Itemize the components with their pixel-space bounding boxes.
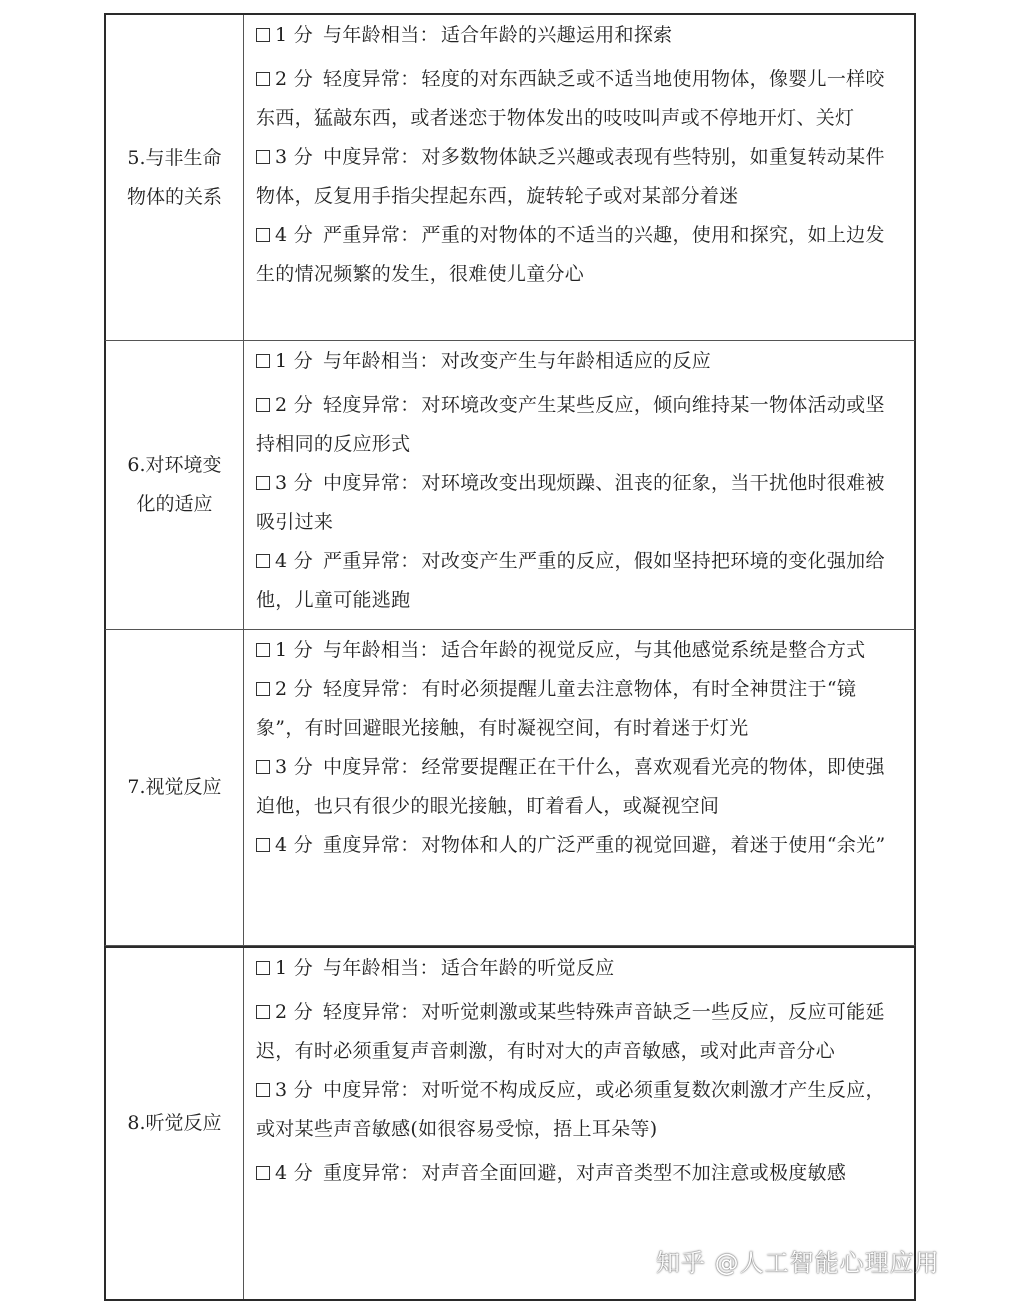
checkbox-icon[interactable] <box>256 1005 270 1019</box>
option-text: 对改变产生与年龄相适应的反应 <box>440 350 712 372</box>
item-label-cell <box>106 948 244 1299</box>
checkbox-icon[interactable] <box>256 682 270 696</box>
checkbox-icon[interactable] <box>256 760 270 774</box>
option-score: 1 分 <box>275 639 314 661</box>
option-level: 与年龄相当： <box>323 957 439 979</box>
option-level: 与年龄相当： <box>323 24 439 46</box>
item-label-cell <box>106 630 244 945</box>
item-label: 8.听觉反应 <box>127 1112 222 1134</box>
option-text: 严重的对物体的不适当的兴趣，使用和探究，如上边发生的情况频繁的发生，很难使儿童分心 <box>256 224 885 285</box>
option-3 <box>256 138 904 216</box>
option-1 <box>256 949 904 988</box>
option-text: 轻度的对东西缺乏或不适当地使用物体，像婴儿一样咬东西，猛敲东西，或者迷恋于物体发出的吱吱叫声或不停地开灯、关灯 <box>256 68 885 129</box>
option-level: 与年龄相当： <box>323 639 439 661</box>
option-score: 3 分 <box>275 1079 314 1101</box>
checkbox-icon[interactable] <box>256 1083 270 1097</box>
option-4 <box>256 542 904 620</box>
option-3 <box>256 748 904 826</box>
option-level: 中度异常： <box>323 472 420 494</box>
item-label-cell <box>106 15 244 340</box>
option-score: 4 分 <box>275 224 314 246</box>
checkbox-icon[interactable] <box>256 554 270 568</box>
option-text: 适合年龄的兴趣运用和探索 <box>440 24 673 46</box>
option-level: 中度异常： <box>323 756 420 778</box>
checkbox-icon[interactable] <box>256 398 270 412</box>
option-score: 4 分 <box>275 550 314 572</box>
option-level: 轻度异常： <box>323 394 420 416</box>
table-row-item-5 <box>104 13 916 341</box>
option-level: 中度异常： <box>323 146 420 168</box>
item-label: 7.视觉反应 <box>127 776 222 798</box>
option-level: 轻度异常： <box>323 68 420 90</box>
item-label: 5.与非生命物体的关系 <box>126 146 222 208</box>
option-score: 2 分 <box>275 68 314 90</box>
checkbox-icon[interactable] <box>256 228 270 242</box>
option-text: 对听觉刺激或某些特殊声音缺乏一些反应，反应可能延迟，有时必须重复声音刺激，有时对大的声音敏感，或对此声音分心 <box>256 1001 885 1062</box>
table-row-item-6 <box>104 341 916 630</box>
option-level: 轻度异常： <box>323 678 420 700</box>
checkbox-icon[interactable] <box>256 476 270 490</box>
option-1 <box>256 342 904 381</box>
option-score: 3 分 <box>275 756 314 778</box>
options-cell <box>244 15 914 340</box>
option-text: 适合年龄的视觉反应，与其他感觉系统是整合方式 <box>440 639 866 661</box>
option-3 <box>256 1071 904 1149</box>
option-4 <box>256 216 904 294</box>
option-2 <box>256 670 904 748</box>
option-score: 1 分 <box>275 24 314 46</box>
checkbox-icon[interactable] <box>256 28 270 42</box>
option-score: 4 分 <box>275 1162 314 1184</box>
option-score: 3 分 <box>275 472 314 494</box>
option-2 <box>256 60 904 138</box>
option-level: 中度异常： <box>323 1079 420 1101</box>
option-score: 4 分 <box>275 834 314 856</box>
item-label: 6.对环境变化的适应 <box>127 454 222 515</box>
assessment-table <box>104 13 916 1301</box>
checkbox-icon[interactable] <box>256 1166 270 1180</box>
option-2 <box>256 993 904 1071</box>
option-level: 重度异常： <box>323 1162 420 1184</box>
option-level: 轻度异常： <box>323 1001 420 1023</box>
option-text: 有时必须提醒儿童去注意物体，有时全神贯注于“镜象”，有时回避眼光接触，有时凝视空间，有时着迷于灯光 <box>256 678 857 739</box>
checkbox-icon[interactable] <box>256 643 270 657</box>
checkbox-icon[interactable] <box>256 150 270 164</box>
options-cell <box>244 341 914 629</box>
option-4 <box>256 1154 904 1193</box>
option-1 <box>256 631 904 670</box>
option-level: 重度异常： <box>323 834 420 856</box>
option-score: 2 分 <box>275 394 314 416</box>
option-text: 对环境改变产生某些反应，倾向维持某一物体活动或坚持相同的反应形式 <box>256 394 885 455</box>
option-level: 与年龄相当： <box>323 350 439 372</box>
item-label-cell <box>106 341 244 629</box>
option-text: 对听觉不构成反应，或必须重复数次刺激才产生反应，或对某些声音敏感(如很容易受惊，捂上耳朵等) <box>256 1079 885 1140</box>
option-text: 适合年龄的听觉反应 <box>440 957 615 979</box>
checkbox-icon[interactable] <box>256 838 270 852</box>
option-score: 1 分 <box>275 957 314 979</box>
option-score: 3 分 <box>275 146 314 168</box>
option-text: 对多数物体缺乏兴趣或表现有些特别，如重复转动某件物体，反复用手指尖捏起东西，旋转轮子或对某部分着迷 <box>256 146 885 207</box>
option-text: 对声音全面回避，对声音类型不加注意或极度敏感 <box>421 1162 847 1184</box>
option-text: 对物体和人的广泛严重的视觉回避，着迷于使用“余光” <box>421 834 886 856</box>
option-3 <box>256 464 904 542</box>
option-score: 1 分 <box>275 350 314 372</box>
option-score: 2 分 <box>275 1001 314 1023</box>
option-score: 2 分 <box>275 678 314 700</box>
option-text: 经常要提醒正在干什么，喜欢观看光亮的物体，即使强迫他，也只有很少的眼光接触，盯着看人，或凝视空间 <box>256 756 885 817</box>
option-4 <box>256 826 904 865</box>
option-1 <box>256 16 904 55</box>
checkbox-icon[interactable] <box>256 354 270 368</box>
option-2 <box>256 386 904 464</box>
option-level: 严重异常： <box>323 224 420 246</box>
option-level: 严重异常： <box>323 550 420 572</box>
options-cell <box>244 630 914 945</box>
option-text: 对改变产生严重的反应，假如坚持把环境的变化强加给他，儿童可能逃跑 <box>256 550 885 611</box>
checkbox-icon[interactable] <box>256 961 270 975</box>
watermark: 知乎 @人工智能心理应用 <box>656 1249 940 1277</box>
option-text: 对环境改变出现烦躁、沮丧的征象，当干扰他时很难被吸引过来 <box>256 472 885 533</box>
checkbox-icon[interactable] <box>256 72 270 86</box>
table-row-item-7 <box>104 630 916 946</box>
